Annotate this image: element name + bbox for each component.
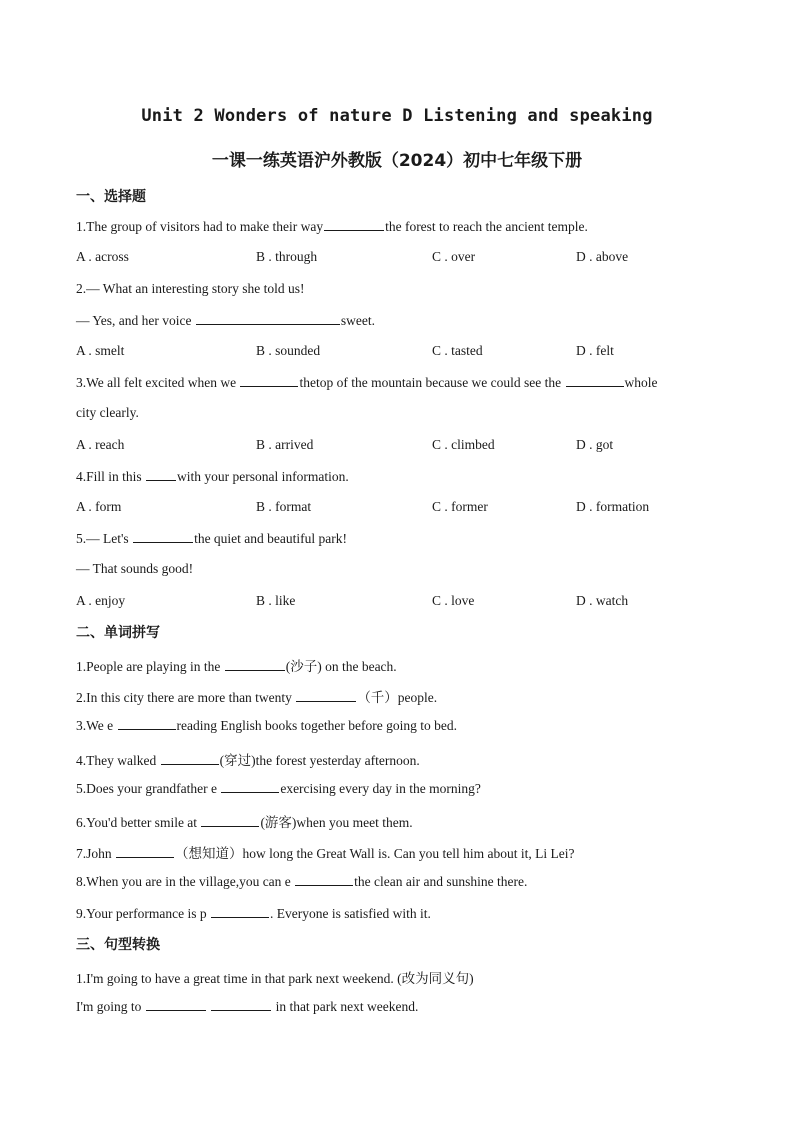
answer-blank[interactable]	[221, 780, 279, 793]
question-text	[76, 811, 413, 831]
question-text	[76, 312, 375, 329]
answer-blank[interactable]	[211, 998, 271, 1011]
question-text-part: （千）people.	[357, 690, 438, 705]
page-title: Unit 2 Wonders of nature D Listening and speaking	[141, 106, 653, 126]
question-text-part: (游客)when you meet them.	[260, 815, 413, 830]
option-c[interactable]: C . over	[432, 249, 476, 264]
question-text-part: （想知道）how long the Great Wall is. Can you tell him about it, Li Lei?	[175, 846, 575, 861]
question-text-part: the quiet and beautiful park!	[194, 531, 348, 546]
question-text-part: — Yes, and her voice	[76, 313, 195, 328]
answer-blank[interactable]	[146, 998, 206, 1011]
option-c[interactable]: C . climbed	[432, 437, 495, 452]
question-text-part: . Everyone is satisfied with it.	[269, 906, 431, 921]
question-text-part: reading English books together before going to bed.	[176, 718, 457, 733]
question-text	[76, 468, 349, 485]
question-text	[76, 780, 481, 797]
question-text-part: (沙子) on the beach.	[285, 659, 397, 674]
options-row	[76, 437, 716, 455]
option-b[interactable]: B . through	[256, 249, 318, 264]
answer-blank[interactable]	[296, 689, 356, 702]
question-text-part: exercising every day in the morning?	[280, 781, 481, 796]
option-d[interactable]: D . felt	[576, 343, 614, 358]
question-text	[76, 717, 457, 734]
answer-blank[interactable]	[566, 374, 624, 387]
question-text: 2.— What an interesting story she told us!	[76, 281, 305, 296]
question-text-part: 1.The group of visitors had to make their way	[76, 219, 324, 234]
question-text	[76, 749, 420, 769]
answer-blank[interactable]	[225, 658, 285, 671]
question-text-part: 5.Does your grandfather e	[76, 781, 221, 796]
question-text	[76, 873, 527, 890]
question-text-part: (穿过)the forest yesterday afternoon.	[219, 753, 420, 768]
question-text-part: 5.— Let's	[76, 531, 133, 546]
question-text-part: thetop of the mountain because we could see the	[299, 375, 565, 390]
question-text-part: 4.They walked	[76, 753, 160, 768]
option-a[interactable]: A . across	[76, 249, 129, 264]
option-b[interactable]: B . sounded	[256, 343, 321, 358]
question-text	[76, 686, 437, 706]
option-d[interactable]: D . watch	[576, 593, 629, 608]
answer-blank[interactable]	[211, 905, 269, 918]
answer-blank[interactable]	[118, 717, 176, 730]
answer-blank[interactable]	[324, 218, 384, 231]
question-text-part: the forest to reach the ancient temple.	[385, 219, 588, 234]
option-c[interactable]: C . tasted	[432, 343, 483, 358]
question-text	[76, 530, 347, 547]
answer-blank[interactable]	[295, 873, 353, 886]
answer-blank[interactable]	[196, 312, 340, 325]
question-text: city clearly.	[76, 405, 139, 420]
question-text-part: 4.Fill in this	[76, 469, 146, 484]
question-text	[76, 218, 588, 235]
question-text-part: in that park next weekend.	[272, 999, 419, 1014]
question-text-part: 6.You'd better smile at	[76, 815, 201, 830]
question-text-part: the clean air and sunshine there.	[354, 874, 528, 889]
answer-blank[interactable]	[201, 814, 259, 827]
question-text	[76, 655, 397, 675]
options-row	[76, 343, 716, 361]
option-b[interactable]: B . arrived	[256, 437, 314, 452]
answer-blank[interactable]	[161, 752, 219, 765]
option-c[interactable]: C . love	[432, 593, 475, 608]
question-text: 1.I'm going to have a great time in that park next weekend. (改为同义句)	[76, 971, 474, 986]
options-row	[76, 499, 716, 517]
question-text-part: 3.We e	[76, 718, 117, 733]
section-heading-transform: 三、句型转换	[76, 937, 160, 953]
option-a[interactable]: A . smelt	[76, 343, 125, 358]
options-row	[76, 593, 716, 611]
question-text-part: 2.In this city there are more than twenty	[76, 690, 296, 705]
answer-blank[interactable]	[240, 374, 298, 387]
question-text-part: 7.John	[76, 846, 116, 861]
option-a[interactable]: A . enjoy	[76, 593, 126, 608]
question-text-part: whole	[624, 375, 658, 390]
option-d[interactable]: D . above	[576, 249, 629, 264]
answer-blank[interactable]	[146, 468, 176, 481]
question-text-part: 9.Your performance is p	[76, 906, 210, 921]
section-heading-choice: 一、选择题	[76, 189, 146, 205]
option-c[interactable]: C . former	[432, 499, 488, 514]
question-text-part: with your personal information.	[177, 469, 349, 484]
question-text	[76, 998, 418, 1015]
question-text-part: 1.People are playing in the	[76, 659, 224, 674]
option-a[interactable]: A . form	[76, 499, 122, 514]
question-text	[76, 374, 658, 391]
answer-blank[interactable]	[116, 845, 174, 858]
option-d[interactable]: D . formation	[576, 499, 650, 514]
question-text-part: 3.We all felt excited when we	[76, 375, 240, 390]
question-text	[76, 842, 575, 862]
option-d[interactable]: D . got	[576, 437, 614, 452]
option-b[interactable]: B . format	[256, 499, 312, 514]
answer-blank[interactable]	[133, 530, 193, 543]
option-a[interactable]: A . reach	[76, 437, 125, 452]
question-text-part: I'm going to	[76, 999, 145, 1014]
question-text: — That sounds good!	[76, 561, 194, 576]
question-text-part: 8.When you are in the village,you can e	[76, 874, 295, 889]
section-heading-spelling: 二、单词拼写	[76, 625, 160, 641]
options-row	[76, 249, 716, 267]
question-text	[76, 905, 431, 922]
question-text-part: sweet.	[340, 313, 375, 328]
page-subtitle: 一课一练英语沪外教版（2024）初中七年级下册	[211, 151, 583, 171]
option-b[interactable]: B . like	[256, 593, 296, 608]
